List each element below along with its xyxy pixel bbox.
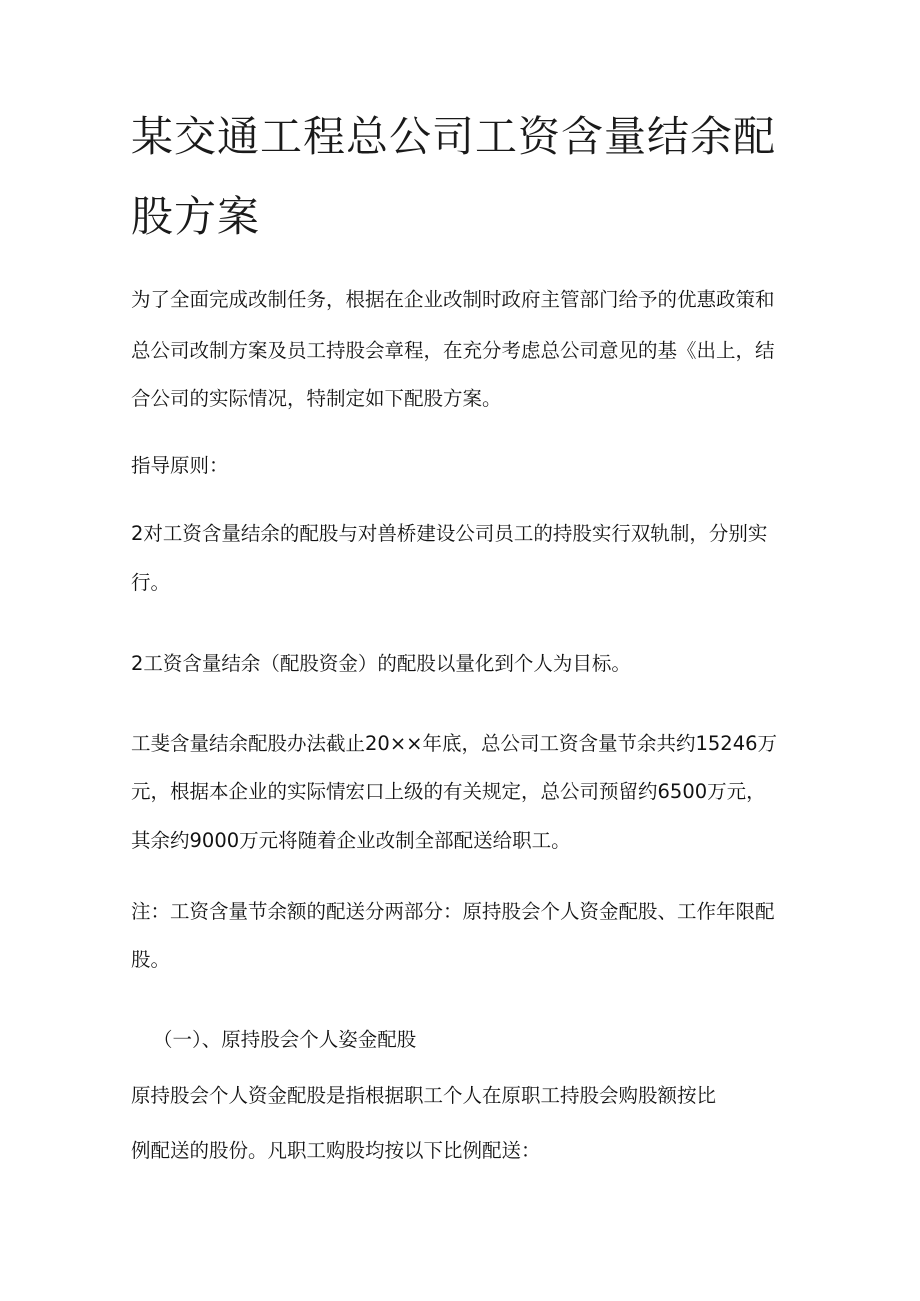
principle-1-line-2: 行。 xyxy=(131,571,171,594)
principle-2: 2工资含量结余（配股资金）的配股以量化到个人为目标。 xyxy=(131,652,631,675)
allocation-method-line-1: 工斐含量结余配股办法截止20××年底，总公司工资含量节余共约15246万 xyxy=(131,732,778,755)
intro-paragraph-line-1: 为了全面完成改制任务，根据在企业改制时政府主管部门给予的优惠政策和 xyxy=(131,288,775,311)
allocation-method-line-3: 其余约9000万元将随着企业改制全部配送给职工。 xyxy=(131,829,571,852)
intro-paragraph-line-2: 总公司改制方案及员工持股会章程，在充分考虑总公司意见的基《出上，结 xyxy=(131,339,775,362)
guiding-principles-heading: 指导原则： xyxy=(131,454,229,477)
section-1-heading: （一）、原持股会个人姿金配股 xyxy=(153,1028,417,1051)
note-line-2: 股。 xyxy=(131,948,171,971)
section-1-paragraph-line-2: 例配送的股份。凡职工购股均按以下比例配送： xyxy=(131,1139,541,1162)
allocation-method-line-2: 元，根据本企业的实际情宏口上级的有关规定，总公司预留约6500万元， xyxy=(131,780,766,803)
document-title-line-2: 股方案 xyxy=(131,192,261,241)
intro-paragraph-line-3: 合公司的实际情况，特制定如下配股方案。 xyxy=(131,387,502,410)
note-line-1: 注：工资含量节余额的配送分两部分：原持股会个人资金配股、工作年限配 xyxy=(131,900,775,923)
principle-1-line-1: 2对工资含量结余的配股与对兽桥建设公司员工的持股实行双轨制，分别实 xyxy=(131,522,768,545)
section-1-paragraph-line-1: 原持股会个人资金配股是指根据职工个人在原职工持股会购股额按比 xyxy=(131,1084,717,1107)
document-title-line-1: 某交通工程总公司工资含量结余配 xyxy=(131,112,777,161)
